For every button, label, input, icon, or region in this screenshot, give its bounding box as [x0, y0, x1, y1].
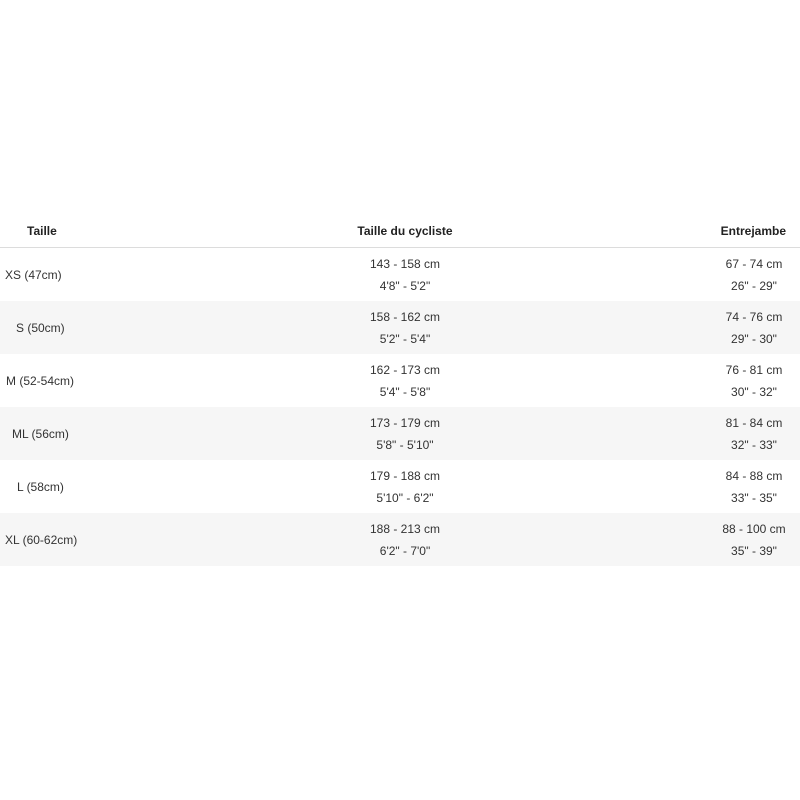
height-cell — [210, 354, 600, 407]
table-header-row — [0, 214, 800, 248]
inseam-cm: 81 - 84 cm — [725, 415, 783, 430]
header-size: Taille — [0, 214, 210, 248]
height-cell — [210, 301, 600, 354]
height-cell — [210, 460, 600, 513]
height-cell — [210, 513, 600, 566]
height-cm: 179 - 188 cm — [369, 468, 441, 483]
height-ft: 5'8" - 5'10" — [376, 437, 434, 452]
inseam-cm: 84 - 88 cm — [725, 468, 783, 483]
inseam-in: 33" - 35" — [731, 490, 777, 505]
height-ft: 5'2" - 5'4" — [379, 331, 431, 346]
inseam-in: 35" - 39" — [731, 543, 777, 558]
height-ft: 5'4" - 5'8" — [379, 384, 431, 399]
size-cell — [0, 460, 210, 513]
height-cm: 173 - 179 cm — [369, 415, 441, 430]
inseam-in: 32" - 33" — [731, 437, 777, 452]
size-label: XL (60-62cm) — [5, 532, 78, 547]
size-label: ML (56cm) — [12, 426, 69, 441]
inseam-cm: 74 - 76 cm — [725, 309, 783, 324]
size-label: L (58cm) — [17, 479, 64, 494]
size-label: M (52-54cm) — [6, 373, 75, 388]
size-cell — [0, 407, 210, 460]
inseam-in: 29" - 30" — [731, 331, 777, 346]
size-label: XS (47cm) — [5, 267, 62, 282]
table-row — [0, 354, 800, 407]
inseam-cell — [600, 407, 800, 460]
size-cell — [0, 513, 210, 566]
height-cm: 143 - 158 cm — [369, 256, 441, 271]
inseam-cell — [600, 460, 800, 513]
height-ft: 5'10" - 6'2" — [376, 490, 434, 505]
height-cm: 188 - 213 cm — [369, 521, 441, 536]
table-row — [0, 407, 800, 460]
inseam-cell — [600, 248, 800, 302]
size-cell — [0, 301, 210, 354]
inseam-cell — [600, 301, 800, 354]
size-label: S (50cm) — [16, 320, 65, 335]
inseam-cell — [600, 513, 800, 566]
height-cell — [210, 248, 600, 302]
table-row — [0, 301, 800, 354]
height-cell — [210, 407, 600, 460]
height-ft: 4'8" - 5'2" — [379, 278, 431, 293]
header-rider-height: Taille du cycliste — [210, 214, 600, 248]
table-row — [0, 513, 800, 566]
height-cm: 158 - 162 cm — [369, 309, 441, 324]
table-row — [0, 460, 800, 513]
header-inseam: Entrejambe — [600, 214, 800, 248]
inseam-cm: 76 - 81 cm — [725, 362, 783, 377]
height-cm: 162 - 173 cm — [369, 362, 441, 377]
inseam-cm: 67 - 74 cm — [725, 256, 783, 271]
inseam-in: 26" - 29" — [731, 278, 777, 293]
table-row — [0, 248, 800, 302]
inseam-in: 30" - 32" — [731, 384, 777, 399]
size-cell — [0, 354, 210, 407]
size-cell — [0, 248, 210, 302]
inseam-cm: 88 - 100 cm — [722, 521, 786, 536]
inseam-cell — [600, 354, 800, 407]
height-ft: 6'2" - 7'0" — [379, 543, 431, 558]
size-chart-table — [0, 214, 800, 566]
